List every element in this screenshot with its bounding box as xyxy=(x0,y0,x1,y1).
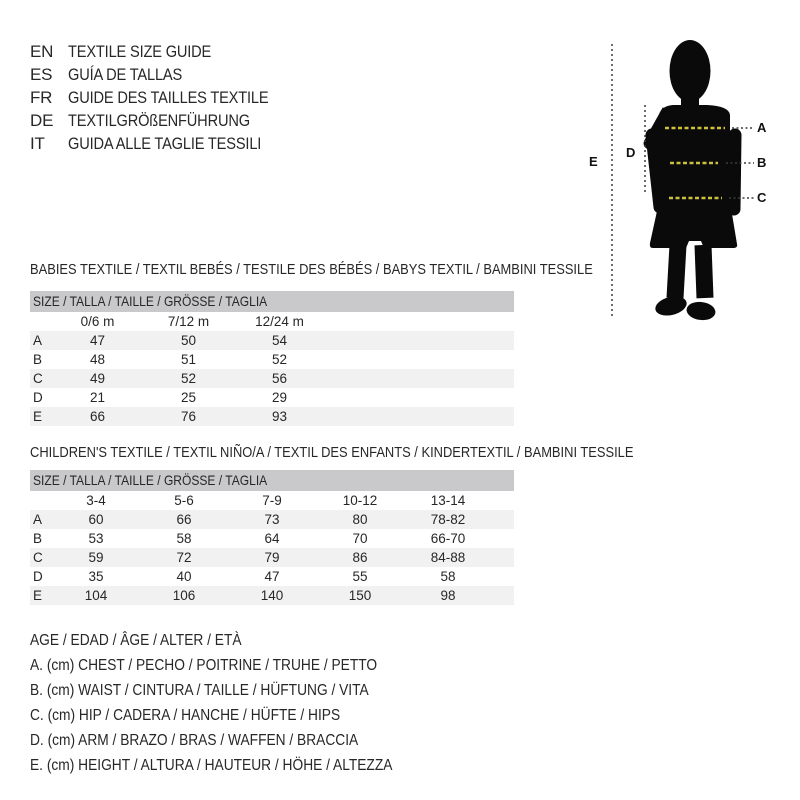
language-code: DE xyxy=(30,111,54,130)
measure-label-d: D xyxy=(626,145,636,160)
table-cell: 49 xyxy=(89,371,106,386)
measure-label-c: C xyxy=(757,190,767,205)
table-cell xyxy=(325,331,514,350)
table-cell xyxy=(492,510,514,529)
measure-label-b: B xyxy=(757,155,767,170)
measurement-legend xyxy=(30,632,451,782)
table-cell: 25 xyxy=(180,390,197,405)
table-cell: 150 xyxy=(348,588,372,603)
language-code: FR xyxy=(30,88,53,107)
table-cell: 55 xyxy=(352,569,368,584)
table-cell xyxy=(325,369,514,388)
table-cell: 58 xyxy=(440,569,456,584)
language-code: IT xyxy=(30,134,45,153)
table-cell: 104 xyxy=(84,588,108,603)
babies-section-title xyxy=(30,261,593,278)
language-row-de xyxy=(30,111,301,129)
babies-col-header: 7/12 m xyxy=(167,314,210,329)
table-row xyxy=(30,331,514,350)
language-title-list xyxy=(30,42,301,157)
table-cell: 66 xyxy=(89,409,106,424)
children-table xyxy=(30,491,514,605)
language-title: TEXTILE SIZE GUIDE xyxy=(68,42,212,61)
table-cell xyxy=(492,491,514,510)
table-cell: 98 xyxy=(440,588,456,603)
row-label: C xyxy=(33,371,43,386)
language-row-fr xyxy=(30,88,301,106)
table-cell: 48 xyxy=(89,352,106,367)
silhouette-right-shoe xyxy=(686,300,717,321)
table-row xyxy=(30,350,514,369)
table-cell xyxy=(325,388,514,407)
table-cell: 78-82 xyxy=(430,512,466,527)
silhouette-left-leg xyxy=(675,245,678,298)
table-row xyxy=(30,388,514,407)
language-code: ES xyxy=(30,65,53,84)
silhouette-shorts xyxy=(650,202,737,248)
row-label: B xyxy=(33,531,43,546)
measure-label-a: A xyxy=(757,120,767,135)
table-cell: 64 xyxy=(264,531,280,546)
table-cell xyxy=(492,567,514,586)
babies-table xyxy=(30,312,514,426)
table-cell: 47 xyxy=(264,569,280,584)
table-cell: 86 xyxy=(352,550,368,565)
children-section-title xyxy=(30,444,634,461)
children-col-header: 7-9 xyxy=(262,493,282,508)
table-cell: 79 xyxy=(264,550,280,565)
table-cell: 51 xyxy=(180,352,197,367)
children-col-header: 10-12 xyxy=(342,493,378,508)
table-cell xyxy=(492,548,514,567)
table-row xyxy=(30,586,514,605)
legend-item-a xyxy=(30,657,451,674)
table-cell: 140 xyxy=(260,588,284,603)
table-cell: 80 xyxy=(352,512,368,527)
table-row xyxy=(30,567,514,586)
table-cell: 35 xyxy=(88,569,104,584)
table-cell: 76 xyxy=(180,409,197,424)
child-measurement-figure xyxy=(585,35,785,327)
babies-size-header-text: SIZE / TALLA / TAILLE / GRÖSSE / TAGLIA xyxy=(33,293,268,309)
table-cell xyxy=(325,407,514,426)
table-cell: 72 xyxy=(176,550,192,565)
babies-section-title-text: BABIES TEXTILE / TEXTIL BEBÉS / TESTILE DES BÉBÉS / BABYS TEXTIL / BAMBINI TESSILE xyxy=(30,261,593,278)
child-silhouette-graphic xyxy=(585,35,785,327)
language-title: GUIDA ALLE TAGLIE TESSILI xyxy=(68,134,262,153)
table-cell: 54 xyxy=(271,333,288,348)
legend-item-c-text: C. (cm) HIP / CADERA / HANCHE / HÜFTE / HIPS xyxy=(30,707,341,724)
table-cell: 93 xyxy=(271,409,288,424)
table-row xyxy=(30,510,514,529)
table-cell: 84-88 xyxy=(430,550,466,565)
table-cell: 50 xyxy=(180,333,197,348)
children-size-header-text: SIZE / TALLA / TAILLE / GRÖSSE / TAGLIA xyxy=(33,472,268,488)
table-cell: 40 xyxy=(176,569,192,584)
table-row xyxy=(30,407,514,426)
legend-item-b xyxy=(30,682,451,699)
babies-size-header-bar xyxy=(30,291,514,312)
silhouette-left-arm xyxy=(652,135,660,207)
table-cell xyxy=(30,491,52,510)
table-cell: 47 xyxy=(89,333,106,348)
legend-item-c xyxy=(30,707,451,724)
table-cell: 106 xyxy=(172,588,196,603)
language-code: EN xyxy=(30,42,54,61)
babies-col-header: 12/24 m xyxy=(255,314,304,329)
children-section-title-text: CHILDREN'S TEXTILE / TEXTIL NIÑO/A / TEXTIL DES ENFANTS / KINDERTEXTIL / BAMBINI TESSILE xyxy=(30,444,634,461)
table-cell: 60 xyxy=(88,512,104,527)
table-cell xyxy=(30,312,52,331)
table-row xyxy=(30,369,514,388)
row-label: D xyxy=(33,569,43,584)
legend-item-e xyxy=(30,757,451,774)
babies-column-header-row xyxy=(30,312,514,331)
table-cell: 52 xyxy=(271,352,288,367)
legend-item-d xyxy=(30,732,451,749)
table-cell: 73 xyxy=(264,512,280,527)
children-col-header: 3-4 xyxy=(86,493,106,508)
language-row-es xyxy=(30,65,301,83)
row-label: D xyxy=(33,390,43,405)
table-cell: 66-70 xyxy=(430,531,466,546)
measure-label-e: E xyxy=(589,154,598,169)
child-silhouette xyxy=(644,40,738,322)
language-title: GUÍA DE TALLAS xyxy=(68,65,183,84)
legend-item-e-text: E. (cm) HEIGHT / ALTURA / HAUTEUR / HÖHE / ALTEZZA xyxy=(30,757,393,774)
table-cell: 29 xyxy=(271,390,288,405)
table-cell xyxy=(492,586,514,605)
table-cell: 66 xyxy=(176,512,192,527)
legend-item-d-text: D. (cm) ARM / BRAZO / BRAS / WAFFEN / BRACCIA xyxy=(30,732,359,749)
language-title: GUIDE DES TAILLES TEXTILE xyxy=(68,88,269,107)
row-label: C xyxy=(33,550,43,565)
table-cell: 53 xyxy=(88,531,104,546)
table-cell: 70 xyxy=(352,531,368,546)
table-cell: 21 xyxy=(89,390,106,405)
row-label: E xyxy=(33,588,43,603)
legend-age-text: AGE / EDAD / ÂGE / ALTER / ETÀ xyxy=(30,632,242,649)
table-cell xyxy=(325,350,514,369)
silhouette-right-leg xyxy=(703,245,705,298)
table-row xyxy=(30,529,514,548)
children-textile-section xyxy=(30,444,634,605)
children-col-header: 5-6 xyxy=(174,493,194,508)
children-size-header-bar xyxy=(30,470,514,491)
row-label: B xyxy=(33,352,43,367)
children-column-header-row xyxy=(30,491,514,510)
table-cell: 52 xyxy=(180,371,197,386)
language-row-en xyxy=(30,42,301,60)
table-cell: 56 xyxy=(271,371,288,386)
children-col-header: 13-14 xyxy=(430,493,466,508)
table-row xyxy=(30,548,514,567)
language-row-it xyxy=(30,134,301,152)
table-cell xyxy=(492,529,514,548)
legend-item-b-text: B. (cm) WAIST / CINTURA / TAILLE / HÜFTUNG / VITA xyxy=(30,682,369,699)
row-label: E xyxy=(33,409,43,424)
table-cell xyxy=(325,312,514,331)
row-label: A xyxy=(33,512,43,527)
babies-col-header: 0/6 m xyxy=(80,314,115,329)
row-label: A xyxy=(33,333,43,348)
language-title: TEXTILGRÖßENFÜHRUNG xyxy=(68,111,250,130)
table-cell: 59 xyxy=(88,550,104,565)
table-cell: 58 xyxy=(176,531,192,546)
legend-item-a-text: A. (cm) CHEST / PECHO / POITRINE / TRUHE / PETTO xyxy=(30,657,378,674)
babies-textile-section xyxy=(30,261,593,426)
legend-age-line xyxy=(30,632,451,649)
